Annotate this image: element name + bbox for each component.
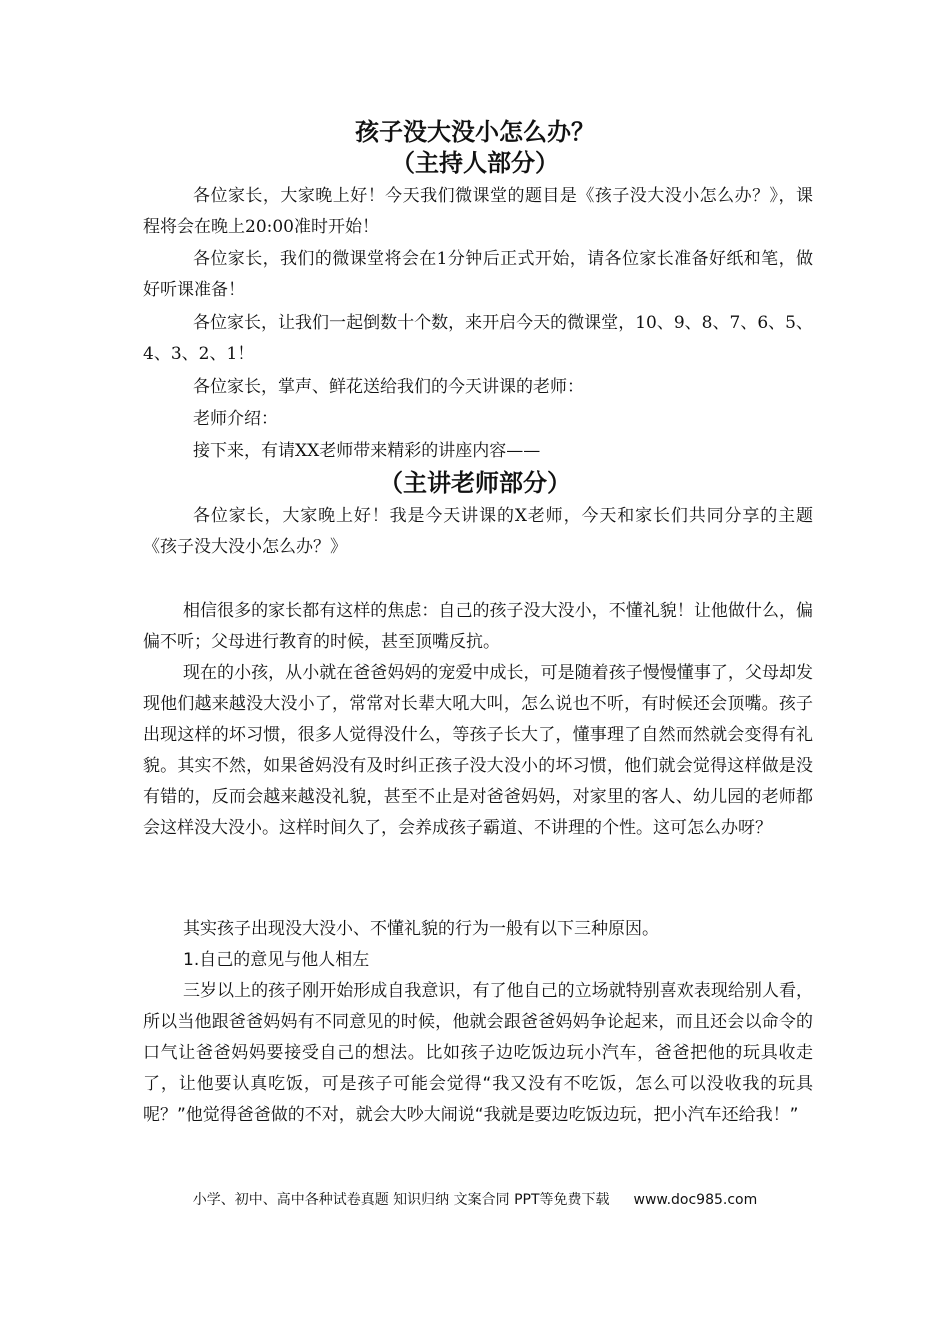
body-paragraph-1: 相信很多的家长都有这样的焦虑：自己的孩子没大没小，不懂礼貌！让他做什么，偏偏不听；父母进行教育的时候，甚至顶嘴反抗。 — [143, 601, 813, 652]
footer-text: 小学、初中、高中各种试卷真题 知识归纳 文案合同 PPT等免费下载 — [192, 1192, 610, 1208]
host-section-heading: （主持人部分） — [391, 148, 559, 177]
reason-1-text: 三岁以上的孩子刚开始形成自我意识，有了他自己的立场就特别喜欢表现给别人看，所以当他跟爸爸妈妈有不同意见的时候，他就会跟爸爸妈妈争论起来，而且还会以命令的口气让爸爸妈妈要接受自己的想法。比如孩子边吃饭边玩小汽车，爸爸把他的玩具收走了，让他要认真吃饭，可是孩子可能会觉得“我又没有不吃饭，怎么可以没收我的玩具呢？”他觉得爸爸做的不对，就会大吵大闹说“我就是要边吃饭边玩，把小汽车还给我！” — [143, 981, 813, 1125]
reason-1-heading: 1.自己的意见与他人相左 — [183, 950, 370, 970]
footer-url[interactable]: www.doc985.com — [633, 1192, 758, 1208]
host-paragraph-2: 各位家长，我们的微课堂将会在1分钟后正式开始，请各位家长准备好纸和笔，做好听课准备！ — [143, 249, 813, 300]
document-title: 孩子没大没小怎么办？ — [355, 117, 595, 146]
body-paragraph-2: 现在的小孩，从小就在爸爸妈妈的宠爱中成长，可是随着孩子慢慢懂事了，父母却发现他们越来越没大没小了，常常对长辈大吼大叫，怎么说也不听，有时候还会顶嘴。孩子出现这样的坏习惯，很多人觉得没什么，等孩子长大了，懂事理了自然而然就会变得有礼貌。其实不然，如果爸妈没有及时纠正孩子没大没小的坏习惯，他们就会觉得这样做是没有错的，反而会越来越没礼貌，甚至不止是对爸爸妈妈，对家里的客人、幼儿园的老师都会这样没大没小。这样时间久了，会养成孩子霸道、不讲理的个性。这可怎么办呀？ — [143, 663, 813, 838]
host-paragraph-6: 接下来，有请XX老师带来精彩的讲座内容—— — [193, 441, 541, 461]
host-paragraph-4: 各位家长，掌声、鲜花送给我们的今天讲课的老师： — [193, 377, 584, 397]
page-footer — [0, 1190, 950, 1210]
teacher-intro-paragraph: 各位家长，大家晚上好！我是今天讲课的X老师，今天和家长们共同分享的主题《孩子没大没小怎么办？》 — [143, 506, 813, 557]
teacher-section-heading: （主讲老师部分） — [379, 468, 571, 497]
host-paragraph-1: 各位家长，大家晚上好！今天我们微课堂的题目是《孩子没大没小怎么办？》，课程将会在晚上20:00准时开始！ — [143, 186, 813, 237]
host-paragraph-3: 各位家长，让我们一起倒数十个数，来开启今天的微课堂，10、9、8、7、6、5、4、3、2、1！ — [143, 313, 813, 364]
host-paragraph-5: 老师介绍： — [193, 409, 278, 429]
reasons-intro: 其实孩子出现没大没小、不懂礼貌的行为一般有以下三种原因。 — [183, 919, 659, 939]
